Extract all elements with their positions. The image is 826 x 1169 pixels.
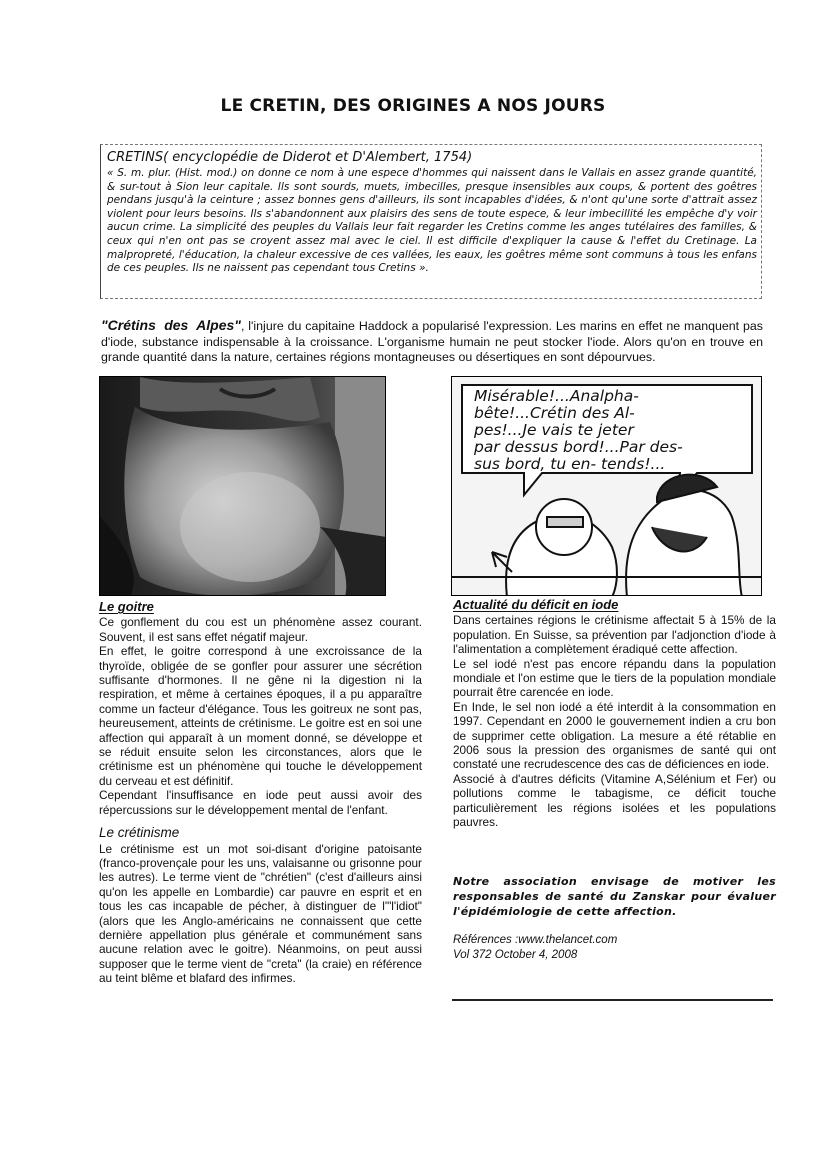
goitre-paragraph-1: Ce gonflement du cou est un phénomène assez courant. Souvent, il est sans effet négatif majeur. bbox=[99, 615, 422, 644]
iodine-paragraph-4: Associé à d'autres déficits (Vitamine A,Sélénium et Fer) ou pollutions comme le tabagisme, ce déficit touche particulièrement les régions isolées et les populations pauvres. bbox=[453, 771, 776, 830]
quote-text: « S. m. plur. (Hist. mod.) on donne ce nom à une espece d'hommes qui naissent dans le Vallais en assez grande quantité, & sur-tout à Sion leur capitale. Ils sont sourds, muets, imbecilles, presque insensibles aux coups, & portent des goêtres pendans jusqu'à la ceinture ; assez bonnes gens d'ailleurs, ils sont incapables d'idées, & n'ont qu'une sorte d'attrait assez violent pour leurs besoins. Ils s'abandonnent aux plaisirs des sens de toute espece, & leur imbecillité les empêche d'y voir aucun crime. La simplicité des peuples du Vallais leur fait regarder les Cretins comme les anges tutélaires des familles, & ceux qui n'en ont pas se croyent assez mal avec le ciel. Il est difficile d'expliquer la cause & l'effet du Cretinage. La malpropreté, l'éducation, la chaleur excessive de ces vallées, les eaux, les goêtres même sont communs à tous les enfans de ces peuples. Ils ne naissent pas cependant tous Cretins ». bbox=[107, 167, 757, 275]
cretinisme-paragraph: Le crétinisme est un mot soi-disant d'origine patoisante (franco-provençale pour les uns, valaisanne ou grisonne pour les autres). Le terme vient de "chrétien" (c'est d'ailleurs ainsi qu'on les appelle en Lombardie) car pauvre en esprit et en tous les cas incapable de pécher, à distinguer de l'"l'idiot" (alors que les Anglo-américains ne connaissent que cette dernière appellation plus générale et communément sans aucune relation avec le goitre). Néanmoins, on peut aussi supposer que le terme vient de "creta" (la craie) en référence au teint blême et blafard des infirmes. bbox=[99, 841, 422, 986]
bubble-line-3: pes!...Je vais te jeter bbox=[474, 421, 634, 439]
right-column bbox=[453, 598, 776, 830]
goitre-photo bbox=[99, 376, 386, 596]
intro-lead: "Crétins des Alpes" bbox=[101, 317, 241, 333]
iodine-paragraph-2: Le sel iodé n'est pas encore répandu dans la population mondiale et l'on estime que le tiers de la population mondiale pourrait être carencée en iode. bbox=[453, 656, 776, 700]
intro-paragraph bbox=[101, 318, 763, 366]
haddock-comic-panel bbox=[451, 376, 762, 596]
bottom-rule bbox=[452, 999, 773, 1001]
left-column bbox=[99, 600, 422, 986]
association-note: Notre association envisage de motiver les responsables de santé du Zanskar pour évaluer l'épidémiologie de cette affection. bbox=[453, 875, 776, 918]
encyclopedia-quote-box bbox=[100, 144, 762, 299]
page-title: LE CRETIN, DES ORIGINES A NOS JOURS bbox=[220, 96, 606, 116]
bubble-line-2: bête!...Crétin des Al- bbox=[474, 404, 635, 422]
iodine-paragraph-1: Dans certaines régions le crétinisme affectait 5 à 15% de la population. En Suisse, sa prévention par l'adjonction d'iode à l'alimentation a complètement éradiqué cette affection. bbox=[453, 613, 776, 657]
quote-heading: CRETINS( encyclopédie de Diderot et D'Alembert, 1754) bbox=[107, 150, 473, 165]
goitre-photo-image bbox=[100, 377, 386, 596]
goitre-paragraph-2: En effet, le goitre correspond à une excroissance de la thyroïde, obligée de se gonfler pour assurer une sécrétion suffisante d'hormones. Il ne gêne ni la digestion ni la respiration, et même à certaines époques, il a pu apparaître comme un facteur d'élégance. Tous les goitreux ne sont pas, heureusement, atteints de crétinisme. Le goitre est en soi une affection qui apparaît à un moment donné, se développe et se réduit ensuite selon les circonstances, alors que le crétinisme est un phénomène qui touche le développement du cerveau et est définitif. bbox=[99, 644, 422, 788]
goitre-heading: Le goitre bbox=[99, 599, 154, 614]
bubble-line-1: Misérable!...Analpha- bbox=[474, 387, 639, 405]
iodine-deficit-heading: Actualité du déficit en iode bbox=[453, 597, 619, 612]
reference-line-1: Références :www.thelancet.com bbox=[453, 934, 618, 946]
reference-line-2: Vol 372 October 4, 2008 bbox=[453, 948, 578, 961]
iodine-paragraph-3: En Inde, le sel non iodé a été interdit à la consommation en 1997. Cependant en 2000 le gouvernement indien a cru bon de supprimer cette obligation. La mesure a été rétablie en 2006 sous la pression des organismes de santé qui ont constaté une recrudescence des cas de déficiences en iode. bbox=[453, 699, 776, 772]
bubble-line-4: par dessus bord!...Par des- bbox=[474, 438, 683, 456]
goitre-paragraph-3: Cependant l'insuffisance en iode peut aussi avoir des répercussions sur le développement mental de l'enfant. bbox=[99, 788, 422, 817]
comic-drawing bbox=[452, 377, 762, 596]
cretinisme-heading: Le crétinisme bbox=[99, 825, 180, 841]
references bbox=[453, 933, 776, 962]
bubble-line-5: sus bord, tu en- tends!... bbox=[474, 455, 666, 473]
intro-text: , l'injure du capitaine Haddock a popularisé l'expression. Les marins en effet ne manquent pas d'iode, substance indispensable à la croissance. L'organisme humain ne peut stocker l'iode. Alors qu'on en trouve en grande quantité dans la nature, certaines régions montagneuses ou désertiques en sont dépourvues. bbox=[101, 319, 763, 364]
